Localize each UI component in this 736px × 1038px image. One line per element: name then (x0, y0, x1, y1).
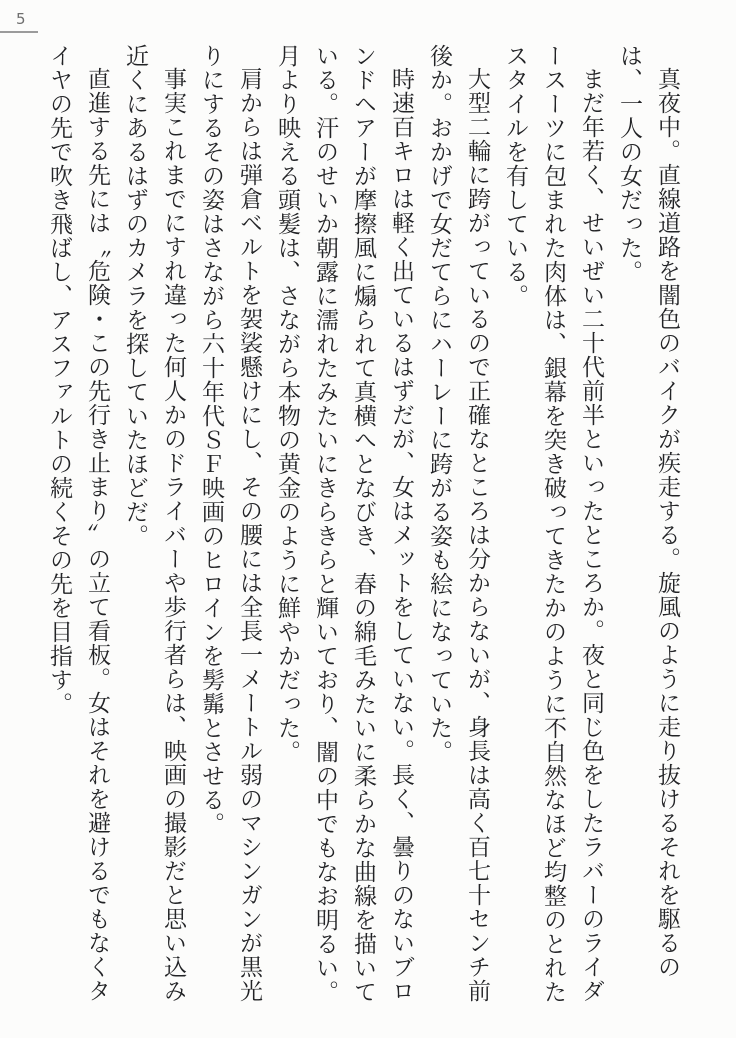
paragraph: 時速百キロは軽く出ているはずだが、女はメットをしていない。長く、曇りのないブロンドヘアーが摩擦風に煽られて真横へとなびき、春の綿毛みたいに柔らかな曲線を描いている。汗のせいか朝露に濡れたみたいにきらきらと輝いており、闇の中でもなお明るい。月より映える頭髪は、さながら本物の黄金のように鮮やかだった。 (274, 44, 414, 1004)
page-number-rule (0, 31, 38, 33)
vertical-text-block (40, 44, 686, 1006)
paragraph: 大型二輪に跨がっているので正確なところは分からないが、身長は高く百七十センチ前後か。おかげで女だてらにハーレーに跨がる姿も絵になっていた。 (426, 44, 490, 1003)
paragraph: まだ年若く、せいぜい二十代前半といったところか。夜と同じ色をしたラバーのライダースーツに包まれた肉体は、銀幕を突き破ってきたかのように不自然なほど均整のとれたスタイルを有している。 (502, 44, 604, 1004)
page-number: 5 (16, 10, 26, 28)
paragraph: 真夜中。直線道路を闇色のバイクが疾走する。旋風のように走り抜けるそれを駆るのは、一人の女だった。 (616, 44, 680, 979)
paragraph: 事実これまでにすれ違った何人かのドライバーや歩行者らは、映画の撮影だと思い込み近くにあるはずのカメラを探していたほどだ。 (122, 44, 186, 1003)
paragraph: 直進する先には〝危険・この先行き止まり〟の立て看板。女はそれを避けるでもなくタイヤの先で吹き飛ばし、アスファルトの続くその先を目指す。 (46, 44, 110, 1003)
paragraph: 肩からは弾倉ベルトを袈裟懸けにし、その腰には全長一メートル弱のマシンガンが黒光りにするその姿はさながら六十年代ＳＦ映画のヒロインを髣髴とさせる。 (198, 44, 262, 1003)
